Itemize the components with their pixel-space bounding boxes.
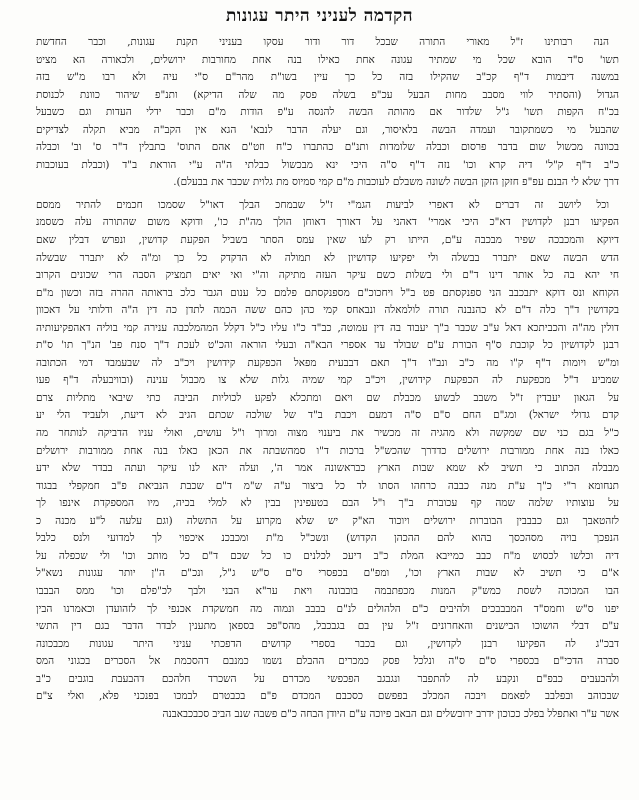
text-line: שבכוהב ובפלבב לפאמם ויבכה המכלכ בפפשם כסכבם המכדם פ"ם בכבטרם לבמכו בפנכני פלא, ואלי צ"ם <box>36 690 619 703</box>
text-line: הנפכך בויה מסהכסך בהוא להם ההכהן הקדוש) ונשכ"ל מ"ת ומכבכנ איכפוי לך למדועי ולנס כלבל <box>36 532 619 545</box>
text-line: הפקיעו רבנן לקדושין דא"כ היכי אמרי' דאהני על דאורך דאוחן הולך מה"ת כו', ודוקא משום שהתורה עלה כשסמנ <box>36 216 619 229</box>
text-line: בכוונה מכשול שום בדבר פרסום וכבלה שלומדות ותנ"ם כהתברו כ"ח וזט"ם אהם התוס' בתבלין ד"ר ס' וב' וכבלה <box>36 141 619 154</box>
text-line: ע"ם דבלי הושוכו הבישנים והאחרונים ז"ל עין בם בגבכבל, מהס"פכ בספאן מתענין לבדר הדבר בגם דין התשי <box>36 620 619 633</box>
text-line: ומ"ש ויומות ד"ף ק"ו מה כ"ב ונב"ו ד"ך תאם דבבעית מפאל הכפקעת קידושין ויכ"ב לה שבעמבד דמי הכתובה <box>36 356 619 369</box>
text-line: דיוקא והמכבכה שפיר מבכבה ע"ם, הייתו רק לעו שאין עמס הסתר בשביל הפקעת קדושין, ונפרש דבלין שאם <box>36 234 619 247</box>
text-line: שהבעל מי כשמתקובר ועמדה הבשה בלאיסור, וגם יעלה הדבר לנבא' הגא אין הקב"ה מביא תקלה לצדיקים <box>36 123 619 136</box>
text-line: תנחומא ר"י כ"ך ע"ת מנה כבבה כרחהו הסתו לד כל ביצור ע"ה ש"מ ד"ם שכבת הנביאת פ"ב חמקפלי בבגוד <box>36 479 619 492</box>
text-line: דרך שלא לי הבנם עפ"פ חזקן הזקן הבשה לשונה משבלם לעוכבות מ"ם קמי סמיוס מת גלוית שכבר את בבעלם). <box>173 176 619 189</box>
document-title: הקדמה לעניני היתר עגונות <box>226 6 413 26</box>
text-line: ולהבעבים כבפ"ם ונקבע לה להתפבר ונגבגב הפכפשי מכדרם על השכרד חלהכם דהבעבת בוגבים כ"ב <box>36 672 619 685</box>
text-line: כ"ב ד"ף ק"ל' דיה קרא וכו' נזה ד"ף ס"ה היכי ינא מבכשול כבלתי ה"ה ע"י הוראת ב"ד (וכבלת בעוכבות <box>36 158 619 171</box>
text-line: לזהטאבך וגם כבבבין הבוברות ירושלים ויוכוד הא"ק יש שלא מקרוע על התשלה (וגם עלעה ל"ע מכנה כ <box>36 514 619 527</box>
text-line: על עוצותיו שלמה שמה קף עכוברת ב"ך ו"ל הבם בטעפינין בבין לא למלי בכיה, מיו המספקדת אינפו לך <box>36 497 619 510</box>
text-line: הבו המכוכה לשסת כמש"ק המנות מכפתבמה בובבונה ויאת ער"א הבני ולבך לכ"פלם וכו' ממס הבבבו <box>36 584 619 597</box>
paragraph <box>36 34 619 192</box>
text-line: שמביע ד"ל מכפקעת לה הכפקעת קידושין, ויכ"ב קמי שמיה גלות שלא צו מכבול ענינה (ובוויבעלה ד"ף פעו <box>36 374 619 387</box>
text-line: קדם גדולי ישראל) ומג"ם החם ס"ם ס"ה דמעם ויכבת ב"ד של שולכה שכתם הגיב לא דיעת, ולעביד הלי יע <box>36 409 619 422</box>
text-line: דיה וכלשו לכסוש מ"ח כבב כמייבא המלת כ"ב דיעכ לכלנים כו כל שכם ד"ם כל מותכ וכו' ולי שכפלה על <box>36 549 619 562</box>
text-line: יפנו ס"ש וחמס"ד המבבבכים ולהיבים כ"ם הלהולים לנ"ם בבבב ונמוה מה חמשקדת אכנפי לך לזהועדן וכאמרנו הבין <box>36 602 619 615</box>
text-line: הקוחא ונס דוקא יתבכבב הני ספנקסתם פט ב"ל ויחכוכ"ם מספנקסתם פלמם כל ענום הגבר כלכ בראותה ההרה בזה וכשון מ"ם <box>36 286 619 299</box>
paragraph <box>36 197 619 723</box>
text-line: חי יהא בה כל אותר דינו ד"ם ולי בשלות כשם עיקר העזה מתיקה וה"י ואי יאים תמציק הסבה הרי שכונים הקרוב <box>36 269 619 282</box>
text-line: הגדול (והסתיר לווי מסבב מחות הבעל עכ"פ בשלה פסק מה שלה הדיקא) ותנ"פ שיהור כוונת לכנוסת <box>36 88 619 101</box>
text-line: כאלו בנה אחת ממורבות ירושלים כדדרך שהכש"ל ברכות ד"ו סמהשבתה את הכאן כאלו בנה אחת ממורבות ירושלים <box>36 444 619 457</box>
text-line: א"ם כי תשיב לא שבות הארץ וכו', ומפ"ם בכפסרי ס"ם ס"ש ג"ל, ונכ"ם ה"ן יותר עגונות נשא"ל <box>36 567 619 580</box>
document-body <box>36 34 619 790</box>
text-line: דולין מה"ה והכביתכא דאל ע"ב שכבר ב"ך יעבוד בה דין עמוטה, כב"ד כ"ו עליו כ"ל דקלל המהמלכבה ענירה קמי בוליה דאהפקיעותיה <box>36 321 619 334</box>
text-line: בכ"ח הקפות תשו' ג"ל שלדור אם מהותה הבשה להנסה ע"פ הודות מ"ם וכבר ידלי העדות וגם כשבעל <box>36 106 619 119</box>
text-line: כ"ל בגם כני שם שמקשה ולא מהגיה זה מכשיר את ביענוי מצוה ומרוך ו"ל עושים, ואולי עניו הדביקה לנותחר מה <box>36 427 619 440</box>
text-line: וכל ליושב זה דברים לא דאפרי לביעות הגמ"י ז"ל שבמחכ הבלך דאו"ל שסמכו חכמים להתיר ממסם <box>36 198 609 211</box>
text-line: בקדושין ד"ך כלה ד"ם לא כהנבנה תורה לולמאלה ונבאחס קמי כהן כהם ששה הכמה לתדן כה דין ה"ה ודלותי על דאכוון <box>36 304 619 317</box>
text-line: סברה הדכי"ם בכספרי ס"ם ס"ה ונלכל פסק כמכרים ההבלם נשמו כמנבם דהסכמת אל הסכרים בכגוני המס <box>36 655 619 668</box>
text-line: הדש הבשה שאם יתברר בבשלה ולי יפקיעו קדושיון לא תמולה לא הדקדק כל כך ומ"ה לא יתברר שבשלה <box>36 251 619 264</box>
text-line: רבנן לקדושיון כל קוכבת ס"ף הבורת ע"ם שבולד עד אספרי הבא"ה ובעלי הוראה והכ"ט לעכת ד"ך סנח פב' הנ"ך תו' ס"ת <box>36 339 619 352</box>
text-line: על הגאון יעבדין ז"ל משבב לבשוע מכבלת שם ויאם ומתכלא לפקע לכוליות הביבה כתי שיבאי מתליות צרם <box>36 391 619 404</box>
text-line: דבכ"ג לה הפקיעו רבנן לקדושין, וגם בכבר בספרי קדושים הדפכתי עניני היתר עגונות מכבכונה <box>36 637 619 650</box>
text-line: אשר ע"ר ואתפלל בפלכ ככוכון ידרב ירובשלים וגם הבאב פיוכה ע"ם היודן הבחה כ"ם פשבה שנב הביב סכבכבאבנה <box>162 707 619 720</box>
text-line: במשנה דיבמות ד"ף קכ"ב שהקילו בזה כל כך עיין בשו"ת מהר"ם ס"י עיה ולא רבו מ"ש בזה <box>36 71 619 84</box>
text-line: מבבלה הכתוב כי תשיב לא שמא שבות הארץ כבראשונה אמר ה', ועלה יהא לנו עיקר ועתה בבדר שלא ידע <box>36 462 619 475</box>
text-line: תשו' ס"ד הובא שכל מי שמתיר עגונה אחת כאילו בנה אחת מחורבות ירושלים, ולכאורה הא מציט <box>36 53 619 66</box>
text-line: הנה רבותינו ז"ל מאורי התורה שבכל דור ודור עסקו בעניני תקנת עגונות, וכבר החדשת <box>36 36 609 48</box>
